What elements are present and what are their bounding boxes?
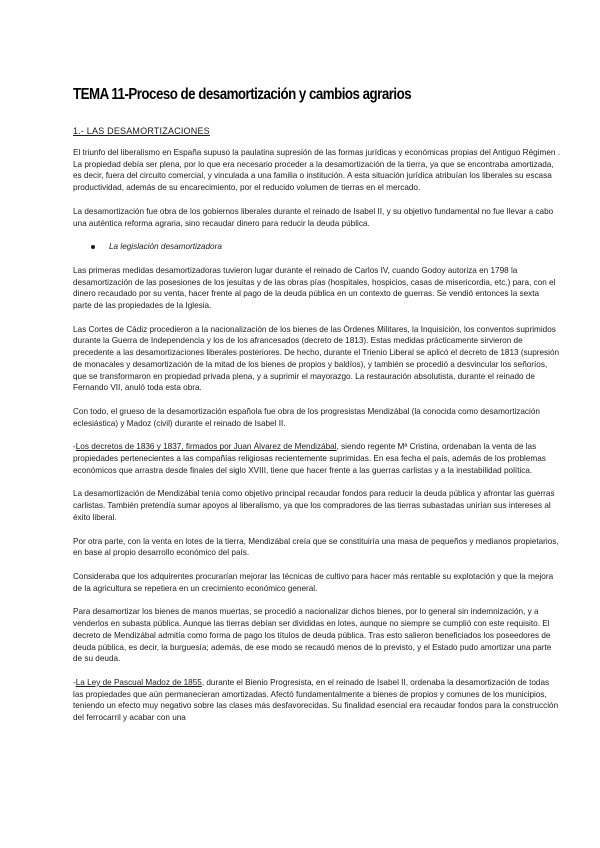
paragraph-7: La desamortización de Mendizábal tenía como objetivo principal recaudar fondos para reducir la deuda pública y afrontar las guerras carlistas. También pretendía sumar apoyos al liberalismo, ya que los compradores de las tierras subastadas unirían sus intereses al éxito liberal. [73, 489, 555, 522]
paragraph-2: La desamortización fue obra de los gobiernos liberales durante el reinado de Isabel II, y su objetivo fundamental no fue llevar a cabo una auténtica reforma agraria, sino recaudar dinero para reducir la deuda pública. [73, 206, 554, 228]
section-heading: 1.- LAS DESAMORTIZACIONES [73, 126, 210, 136]
paragraph-5: Con todo, el grueso de la desamortización española fue obra de los progresistas Mendizábal (la conocida como desamortización eclesiástica) y Madoz (civil) durante el reinado de Isabel II. [73, 406, 540, 428]
paragraph-6-underlined: Los decretos de 1836 y 1837, firmados por Juan Álvarez de Mendizábal [75, 442, 337, 452]
paragraph-6 [73, 441, 560, 476]
paragraph-1: El triunfo del liberalismo en España supuso la paulatina supresión de las formas jurídicas y económicas propias del Antiguo Régimen . La propiedad debía ser plena, por lo que era necesario proceder a la desamortización de la tierra, ya que se encontraba amortizada, es decir, fuera del circuito comercial, y vinculada a una familia o institución. A esta situación jurídica atribuían los liberales su escasa productividad, además de su encarecimiento, por el reducido volumen de tierras en el mercado. [73, 148, 560, 193]
bullet-item [73, 241, 560, 253]
paragraph-9: Consideraba que los adquirentes procurarían mejorar las técnicas de cultivo para hacer más rentable su explotación y que la mejora de la agricultura se repetiera en un crecimiento económico general. [73, 571, 554, 593]
bullet-text: La legislación desamortizadora [109, 242, 222, 252]
paragraph-6-rest: , siendo regente Mª Cristina, ordenaban la venta de las propiedades pertenecientes a las compañías religiosas recientemente suprimidas. En esa fecha el país, además de los problemas económicos que arrastra desde finales del siglo XVIII, tiene que hacer frente a las guerras carlistas y a la inestabilidad política. [73, 442, 546, 475]
paragraph-8: Por otra parte, con la venta en lotes de la tierra, Mendizábal creía que se constituiría una masa de pequeños y medianos propietarios, en base al propio desarrollo económico del país. [73, 536, 559, 558]
paragraph-6-prefix: - [73, 442, 76, 452]
paragraph-11-underlined: La Ley de Pascual Madoz de 1855 [75, 677, 202, 687]
paragraph-10: Para desamortizar los bienes de manos muertas, se procedió a nacionalizar dichos bienes, por lo general sin indemnización, y a venderlos en subasta pública. Aunque las tierras debían ser divididas en lotes, aunque no siempre se cumplió con este requisito. El decreto de Mendizábal admitía como forma de pago los títulos de deuda pública. Tras esto salieron beneficiados los poseedores de deuda pública, es decir, la burguesía; además, de ese modo se recaudó menos de lo previsto, y el Estado pudo amortizar una parte de su deuda. [73, 607, 552, 664]
paragraph-3: Las primeras medidas desamortizadoras tuvieron lugar durante el reinado de Carlos IV, cuando Godoy autoriza en 1798 la desamortización de las posesiones de los jesuitas y de las obras pías (hospitales, hospicios, casas de misericordia, etc.) para, con el dinero recaudado por su venta, hacer frente al pago de la deuda pública en un contexto de guerras. Se vendió entonces la sexta parte de las propiedades de la Iglesia. [73, 265, 556, 311]
paragraph-11-prefix: - [73, 677, 76, 687]
paragraph-11 [73, 677, 560, 724]
paragraph-4: Las Cortes de Cádiz procedieron a la nacionalización de los bienes de las Órdenes Militares, la Inquisición, los conventos suprimidos durante la Guerra de Independencia y los de los afrancesados (decreto de 1813). Estas medidas prácticamente sirvieron de precedente a las desamortizaciones liberales posteriores. De hecho, durante el Trienio Liberal se aplicó el decreto de 1813 (supresión de monacales y desamortización de la mitad de los bienes de propios y baldíos), y también se procedió a desvincular los señoríos, que se transformaron en propiedad privada plena, y a suprimir el mayorazgo. La restauración absolutista, durante el reinado de Fernando VII, anuló toda esta obra. [73, 324, 560, 393]
document-title: TEMA 11-Proceso de desamortización y cambios agrarios [73, 86, 412, 103]
paragraph-11-rest: , durante el Bienio Progresista, en el reinado de Isabel II, ordenaba la desamortización de todas las propiedades que aún permanecieran amortizadas. Afectó fundamentalmente a bienes de propios y comunes de los municipios, teniendo un efecto muy negativo sobre las clases más desfavorecidas. Su finalidad esencial era recaudar fondos para la construcción del ferrocarril y acabar con una [73, 677, 559, 723]
